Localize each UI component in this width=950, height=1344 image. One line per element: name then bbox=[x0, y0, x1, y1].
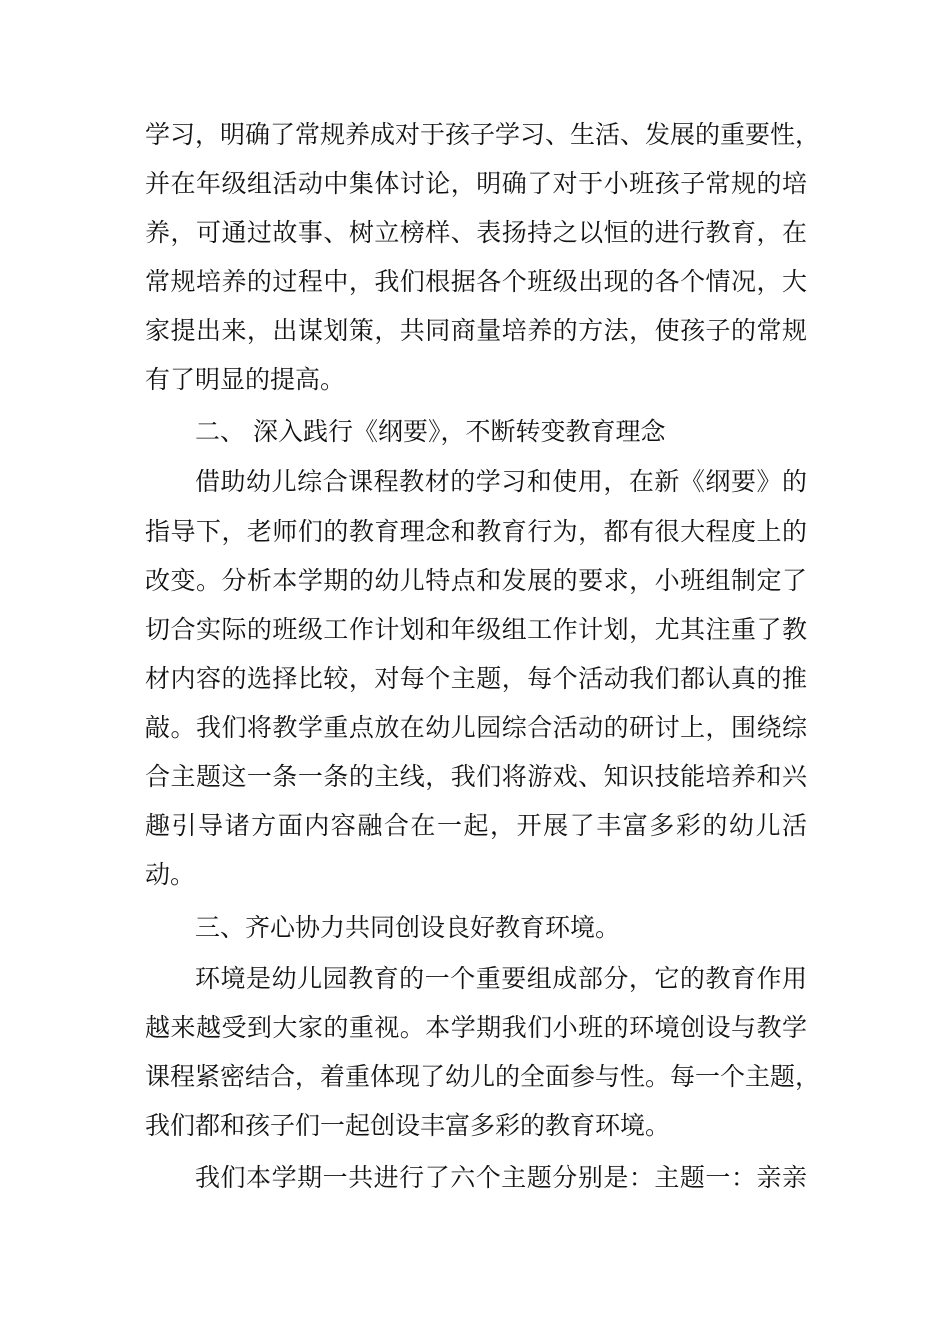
paragraph-line: 动。 bbox=[145, 860, 196, 889]
paragraph-line: 环境是幼儿园教育的一个重要组成部分，它的教育作用 bbox=[195, 964, 807, 993]
paragraph-line: 学习，明确了常规养成对于孩子学习、生活、发展的重要性， bbox=[145, 120, 821, 149]
paragraph-line: 养，可通过故事、树立榜样、表扬持之以恒的进行教育，在 bbox=[145, 218, 807, 247]
paragraph-line: 家提出来，出谋划策，共同商量培养的方法，使孩子的常规 bbox=[145, 316, 807, 345]
paragraph-line: 借助幼儿综合课程教材的学习和使用，在新《纲要》的 bbox=[195, 467, 807, 496]
paragraph-line: 并在年级组活动中集体讨论，明确了对于小班孩子常规的培 bbox=[145, 169, 807, 198]
paragraph-line: 合主题这一条一条的主线，我们将游戏、知识技能培养和兴 bbox=[145, 762, 807, 791]
paragraph-line: 材内容的选择比较，对每个主题，每个活动我们都认真的推 bbox=[145, 664, 807, 693]
section-heading: 二、 深入践行《纲要》，不断转变教育理念 bbox=[195, 417, 666, 446]
paragraph-line: 切合实际的班级工作计划和年级组工作计划，尤其注重了教 bbox=[145, 615, 807, 644]
paragraph-line: 越来越受到大家的重视。本学期我们小班的环境创设与教学 bbox=[145, 1013, 807, 1042]
paragraph-line: 课程紧密结合，着重体现了幼儿的全面参与性。每一个主题， bbox=[145, 1062, 821, 1091]
paragraph-line: 我们都和孩子们一起创设丰富多彩的教育环境。 bbox=[145, 1111, 671, 1140]
paragraph-line: 常规培养的过程中，我们根据各个班级出现的各个情况，大 bbox=[145, 267, 807, 296]
paragraph-line: 敲。我们将教学重点放在幼儿园综合活动的研讨上，围绕综 bbox=[145, 713, 807, 742]
paragraph-line: 趣引导诸方面内容融合在一起，开展了丰富多彩的幼儿活 bbox=[145, 811, 807, 840]
paragraph-line: 有了明显的提高。 bbox=[145, 365, 346, 394]
paragraph-line: 改变。分析本学期的幼儿特点和发展的要求，小班组制定了 bbox=[145, 566, 807, 595]
paragraph-line: 指导下，老师们的教育理念和教育行为，都有很大程度上的 bbox=[145, 517, 807, 546]
paragraph-line: 我们本学期一共进行了六个主题分别是：主题一：亲亲 bbox=[195, 1163, 807, 1192]
section-heading: 三、齐心协力共同创设良好教育环境。 bbox=[195, 913, 621, 942]
